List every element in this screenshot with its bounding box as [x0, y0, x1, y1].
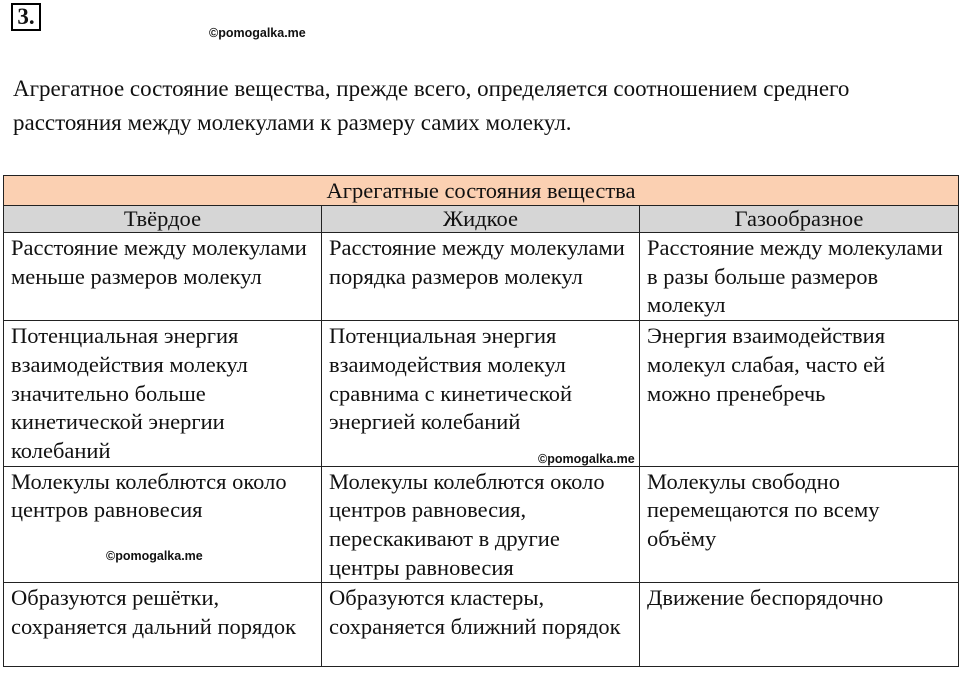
table-cell: Молекулы колеблются около центров равновесия, перескакивают в другие центры равновесия — [322, 466, 640, 583]
table-cell: Потенциальная энергия взаимодействия молекул значительно больше кинетической энергии колебаний — [4, 321, 322, 467]
table-cell: Молекулы свободно перемещаются по всему объёму — [640, 466, 959, 583]
table-cell: Расстояние между молекулами меньше размеров молекул — [4, 233, 322, 321]
table-row — [4, 321, 959, 467]
task-number-box: 3. — [11, 3, 41, 31]
column-header-solid: Твёрдое — [4, 206, 322, 233]
table-cell: Молекулы колеблются около центров равновесия — [4, 466, 322, 583]
watermark: ©pomogalka.me — [106, 549, 203, 563]
table-cell: Образуются кластеры, сохраняется ближний порядок — [322, 583, 640, 667]
intro-paragraph: Агрегатное состояние вещества, прежде всего, определяется соотношением среднего расстояния между молекулами к размеру самих молекул. — [13, 76, 850, 135]
table-cell: Расстояние между молекулами в разы больше размеров молекул — [640, 233, 959, 321]
table-cell: Расстояние между молекулами порядка размеров молекул — [322, 233, 640, 321]
column-header-gas: Газообразное — [640, 206, 959, 233]
watermark: ©pomogalka.me — [209, 26, 306, 40]
table-row — [4, 233, 959, 321]
watermark: ©pomogalka.me — [538, 452, 635, 466]
table-cell: Образуются решётки, сохраняется дальний порядок — [4, 583, 322, 667]
table-row — [4, 466, 959, 583]
table-title: Агрегатные состояния вещества — [4, 176, 959, 206]
table-cell: Энергия взаимодействия молекул слабая, часто ей можно пренебречь — [640, 321, 959, 467]
column-header-liquid: Жидкое — [322, 206, 640, 233]
table-cell: Потенциальная энергия взаимодействия молекул сравнима с кинетической энергией колебаний — [322, 321, 640, 467]
states-table — [3, 175, 959, 667]
table-row — [4, 583, 959, 667]
table-cell: Движение беспорядочно — [640, 583, 959, 667]
